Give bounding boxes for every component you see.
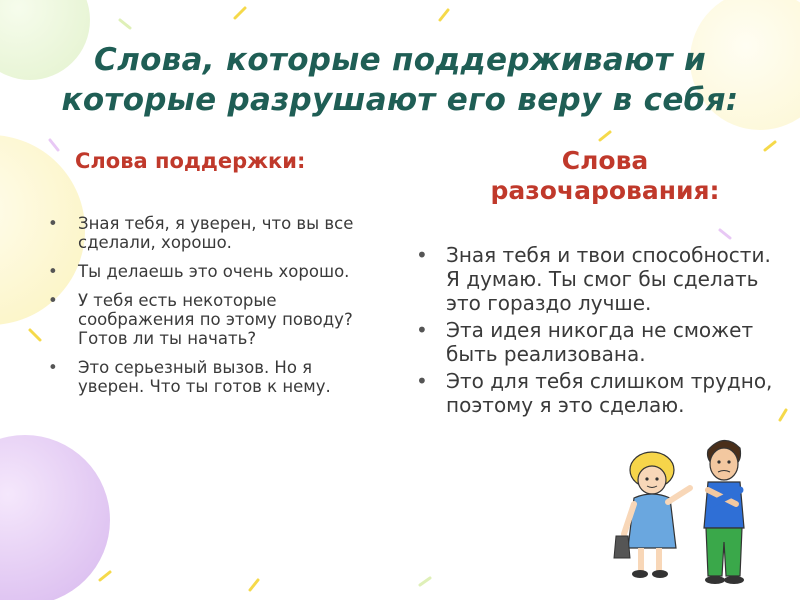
heading-line-1: Слова	[561, 146, 649, 175]
list-item: • Зная тебя и твои способности. Я думаю. Ты смог бы сделать это гораздо лучше.	[416, 243, 771, 315]
woman-figure	[614, 452, 690, 578]
list-item: • Зная тебя, я уверен, что вы все сделали, хорошо.	[48, 214, 354, 252]
bullet-icon: •	[48, 291, 58, 310]
disappointment-words-heading	[440, 146, 770, 206]
list-item: • Ты делаешь это очень хорошо.	[48, 262, 350, 281]
disappointment-words-list	[416, 243, 776, 420]
balloon-purple	[0, 435, 110, 600]
two-people-clipart	[612, 430, 782, 590]
bullet-icon: •	[48, 262, 58, 281]
list-item: • Эта идея никогда не сможет быть реализована.	[416, 318, 754, 366]
heading-line-2: разочарования:	[490, 176, 720, 205]
title-line-2: которые разрушают его веру в себя:	[61, 82, 739, 118]
list-item: • Это серьезный вызов. Но я уверен. Что ты готов к нему.	[48, 358, 331, 396]
list-item: • Это для тебя слишком трудно, поэтому я это сделаю.	[416, 369, 773, 417]
list-item: • У тебя есть некоторые соображения по этому поводу? Готов ли ты начать?	[48, 291, 353, 348]
bullet-icon: •	[416, 243, 428, 267]
title-line-1: Слова, которые поддерживают и	[94, 42, 706, 78]
bullet-icon: •	[48, 214, 58, 233]
support-words-heading: Слова поддержки:	[75, 149, 306, 173]
slide-title	[40, 40, 760, 120]
support-words-list	[48, 214, 378, 406]
bullet-icon: •	[416, 369, 428, 393]
balloon-yellow	[0, 135, 85, 325]
bullet-icon: •	[48, 358, 58, 377]
bullet-icon: •	[416, 318, 428, 342]
man-figure	[704, 440, 744, 584]
